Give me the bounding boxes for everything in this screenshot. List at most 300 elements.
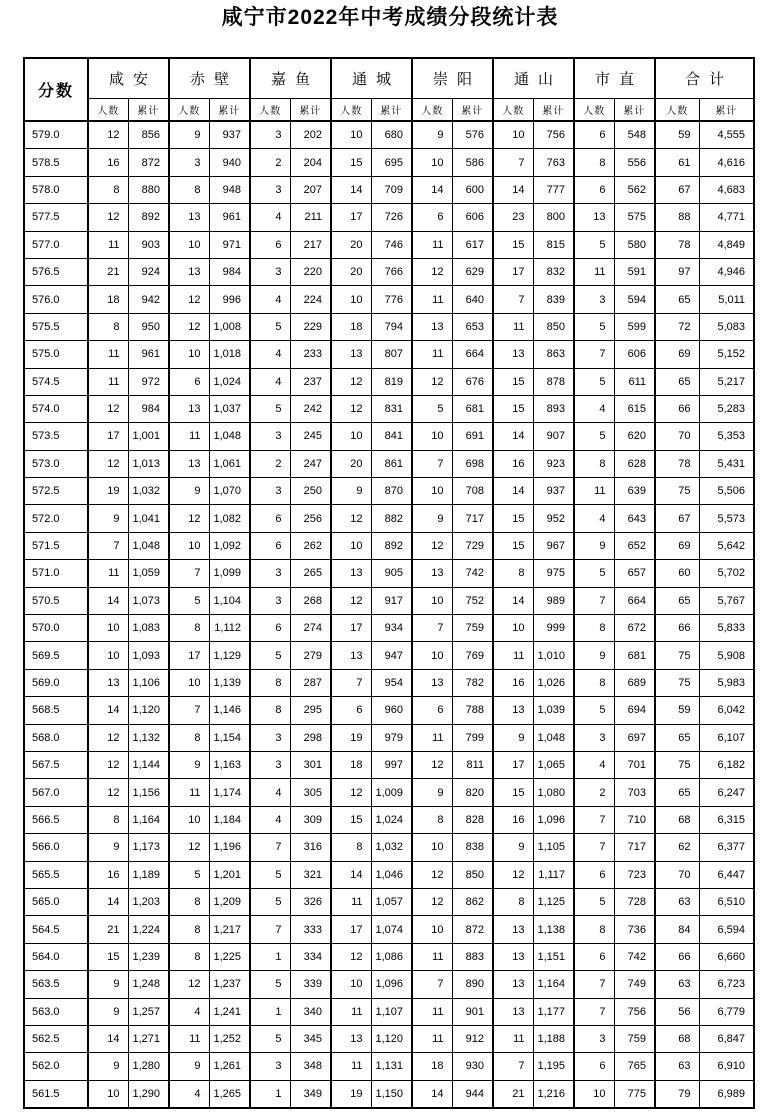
- cell-cumulative: 298: [290, 724, 331, 751]
- cell-count: 13: [493, 971, 533, 998]
- cell-cumulative: 880: [128, 176, 169, 203]
- cell-count: 6: [412, 697, 452, 724]
- cell-cumulative: 975: [533, 560, 574, 587]
- cell-cumulative: 726: [371, 204, 412, 231]
- cell-count: 9: [331, 478, 371, 505]
- cell-cumulative: 1,008: [209, 313, 250, 340]
- score-table: [23, 57, 755, 1109]
- cell-count: 6: [574, 121, 614, 149]
- cell-cumulative: 971: [209, 231, 250, 258]
- count-sub-header: 人数: [655, 99, 699, 122]
- cell-cumulative: 839: [533, 286, 574, 313]
- cell-count: 10: [331, 121, 371, 149]
- cell-cumulative: 204: [290, 149, 331, 176]
- cell-cumulative: 984: [209, 258, 250, 285]
- cell-cumulative: 681: [614, 642, 655, 669]
- cell-count: 12: [412, 888, 452, 915]
- cell-count: 72: [655, 313, 699, 340]
- cell-score: 567.5: [24, 751, 88, 778]
- cell-cumulative: 1,177: [533, 998, 574, 1025]
- cell-count: 13: [169, 395, 209, 422]
- cell-count: 5: [250, 1025, 290, 1052]
- count-sub-header: 人数: [88, 99, 128, 122]
- cell-count: 9: [169, 478, 209, 505]
- cell-count: 6: [574, 176, 614, 203]
- cell-count: 18: [412, 1053, 452, 1080]
- cell-cumulative: 882: [371, 505, 412, 532]
- cell-score: 576.0: [24, 286, 88, 313]
- cell-score: 575.5: [24, 313, 88, 340]
- cell-cumulative: 691: [452, 423, 493, 450]
- cell-cumulative: 265: [290, 560, 331, 587]
- cell-score: 571.5: [24, 532, 88, 559]
- cell-count: 7: [250, 834, 290, 861]
- cell-cumulative: 1,039: [533, 697, 574, 724]
- cell-count: 5: [574, 423, 614, 450]
- cell-count: 10: [331, 971, 371, 998]
- cell-count: 13: [169, 204, 209, 231]
- cell-count: 10: [88, 642, 128, 669]
- cell-cumulative: 832: [533, 258, 574, 285]
- cell-cumulative: 345: [290, 1025, 331, 1052]
- cell-cumulative: 901: [452, 998, 493, 1025]
- cell-cumulative: 756: [533, 121, 574, 149]
- cell-cumulative: 1,150: [371, 1080, 412, 1108]
- cell-count: 7: [331, 669, 371, 696]
- cell-cumulative: 279: [290, 642, 331, 669]
- table-row: [24, 532, 754, 559]
- cell-cumulative: 903: [128, 231, 169, 258]
- cell-score: 563.5: [24, 971, 88, 998]
- cell-cumulative: 759: [614, 1025, 655, 1052]
- cell-count: 5: [250, 642, 290, 669]
- cell-cumulative: 892: [128, 204, 169, 231]
- cell-count: 6: [250, 615, 290, 642]
- cell-cumulative: 1,013: [128, 450, 169, 477]
- table-row: [24, 669, 754, 696]
- cell-cumulative: 4,616: [699, 149, 754, 176]
- score-column-header: 分数: [24, 58, 88, 121]
- cell-cumulative: 717: [452, 505, 493, 532]
- cell-cumulative: 1,024: [209, 368, 250, 395]
- cell-count: 66: [655, 395, 699, 422]
- cell-count: 17: [493, 258, 533, 285]
- cell-count: 78: [655, 231, 699, 258]
- cell-cumulative: 1,059: [128, 560, 169, 587]
- cell-count: 8: [169, 943, 209, 970]
- table-body: [24, 121, 754, 1108]
- count-sub-header: 人数: [250, 99, 290, 122]
- cell-score: 568.0: [24, 724, 88, 751]
- cell-cumulative: 694: [614, 697, 655, 724]
- cell-count: 13: [331, 341, 371, 368]
- cell-count: 70: [655, 423, 699, 450]
- cell-cumulative: 1,217: [209, 916, 250, 943]
- cell-score: 562.0: [24, 1053, 88, 1080]
- cell-cumulative: 863: [533, 341, 574, 368]
- cell-count: 7: [574, 834, 614, 861]
- cell-count: 5: [574, 560, 614, 587]
- cell-count: 19: [331, 1080, 371, 1108]
- cell-cumulative: 268: [290, 587, 331, 614]
- cell-cumulative: 1,096: [533, 806, 574, 833]
- table-row: [24, 231, 754, 258]
- cell-cumulative: 1,156: [128, 779, 169, 806]
- cell-cumulative: 1,099: [209, 560, 250, 587]
- cell-count: 5: [250, 971, 290, 998]
- cell-cumulative: 749: [614, 971, 655, 998]
- cell-count: 13: [169, 450, 209, 477]
- table-row: [24, 751, 754, 778]
- cell-count: 7: [250, 916, 290, 943]
- cell-cumulative: 1,048: [128, 532, 169, 559]
- cell-count: 9: [412, 121, 452, 149]
- cell-cumulative: 5,983: [699, 669, 754, 696]
- cell-count: 8: [169, 724, 209, 751]
- cell-cumulative: 1,196: [209, 834, 250, 861]
- cell-count: 3: [250, 423, 290, 450]
- cell-count: 12: [412, 368, 452, 395]
- cell-count: 4: [574, 751, 614, 778]
- cell-cumulative: 1,082: [209, 505, 250, 532]
- cell-cumulative: 1,209: [209, 888, 250, 915]
- cumulative-sub-header: 累计: [128, 99, 169, 122]
- cell-cumulative: 1,092: [209, 532, 250, 559]
- cell-cumulative: 811: [452, 751, 493, 778]
- cell-count: 11: [412, 1025, 452, 1052]
- cell-cumulative: 1,120: [128, 697, 169, 724]
- cell-cumulative: 309: [290, 806, 331, 833]
- cell-count: 14: [493, 478, 533, 505]
- cell-score: 569.5: [24, 642, 88, 669]
- cell-cumulative: 615: [614, 395, 655, 422]
- cell-cumulative: 6,660: [699, 943, 754, 970]
- cell-cumulative: 1,132: [128, 724, 169, 751]
- cell-cumulative: 1,001: [128, 423, 169, 450]
- group-header: 崇阳: [412, 58, 493, 99]
- cell-count: 12: [331, 368, 371, 395]
- cell-count: 2: [250, 450, 290, 477]
- cell-count: 9: [88, 1053, 128, 1080]
- cell-cumulative: 340: [290, 998, 331, 1025]
- cell-count: 13: [412, 669, 452, 696]
- cell-cumulative: 242: [290, 395, 331, 422]
- count-sub-header: 人数: [493, 99, 533, 122]
- cell-count: 12: [169, 505, 209, 532]
- cell-score: 578.5: [24, 149, 88, 176]
- cell-count: 14: [88, 888, 128, 915]
- cell-cumulative: 1,009: [371, 779, 412, 806]
- cell-count: 12: [88, 395, 128, 422]
- cell-count: 19: [88, 478, 128, 505]
- cell-count: 62: [655, 834, 699, 861]
- cell-count: 14: [412, 1080, 452, 1108]
- cell-cumulative: 1,163: [209, 751, 250, 778]
- cell-cumulative: 890: [452, 971, 493, 998]
- cell-cumulative: 672: [614, 615, 655, 642]
- cell-cumulative: 1,120: [371, 1025, 412, 1052]
- cell-cumulative: 979: [371, 724, 412, 751]
- cell-count: 5: [250, 861, 290, 888]
- cell-cumulative: 794: [371, 313, 412, 340]
- cell-count: 65: [655, 724, 699, 751]
- table-row: [24, 615, 754, 642]
- cell-cumulative: 850: [533, 313, 574, 340]
- cell-count: 10: [412, 834, 452, 861]
- table-row: [24, 916, 754, 943]
- cell-count: 11: [88, 231, 128, 258]
- cell-count: 9: [493, 834, 533, 861]
- cell-score: 570.0: [24, 615, 88, 642]
- cell-cumulative: 676: [452, 368, 493, 395]
- cell-cumulative: 611: [614, 368, 655, 395]
- cell-count: 16: [88, 149, 128, 176]
- cell-count: 14: [331, 861, 371, 888]
- cell-count: 15: [493, 231, 533, 258]
- cell-cumulative: 6,247: [699, 779, 754, 806]
- cell-cumulative: 763: [533, 149, 574, 176]
- cell-count: 4: [250, 204, 290, 231]
- cell-cumulative: 703: [614, 779, 655, 806]
- cell-count: 3: [250, 121, 290, 149]
- cell-count: 7: [412, 450, 452, 477]
- cell-cumulative: 339: [290, 971, 331, 998]
- cell-cumulative: 316: [290, 834, 331, 861]
- cell-count: 7: [493, 1053, 533, 1080]
- cell-score: 573.0: [24, 450, 88, 477]
- table-row: [24, 176, 754, 203]
- cell-count: 15: [493, 368, 533, 395]
- cell-count: 13: [88, 669, 128, 696]
- cell-cumulative: 788: [452, 697, 493, 724]
- cell-cumulative: 1,057: [371, 888, 412, 915]
- cell-cumulative: 967: [533, 532, 574, 559]
- cell-cumulative: 729: [452, 532, 493, 559]
- cell-score: 563.0: [24, 998, 88, 1025]
- cell-count: 10: [169, 532, 209, 559]
- count-sub-header: 人数: [331, 99, 371, 122]
- cumulative-sub-header: 累计: [371, 99, 412, 122]
- cell-count: 59: [655, 697, 699, 724]
- cell-cumulative: 807: [371, 341, 412, 368]
- cell-count: 12: [169, 286, 209, 313]
- cell-cumulative: 1,070: [209, 478, 250, 505]
- cell-cumulative: 1,107: [371, 998, 412, 1025]
- table-row: [24, 1053, 754, 1080]
- cell-count: 7: [574, 587, 614, 614]
- cell-count: 84: [655, 916, 699, 943]
- cell-count: 18: [331, 751, 371, 778]
- cell-count: 5: [412, 395, 452, 422]
- cell-count: 10: [493, 615, 533, 642]
- cell-cumulative: 1,252: [209, 1025, 250, 1052]
- cell-count: 11: [331, 1053, 371, 1080]
- cell-cumulative: 1,174: [209, 779, 250, 806]
- cell-count: 11: [412, 943, 452, 970]
- group-header: 通城: [331, 58, 412, 99]
- cell-cumulative: 695: [371, 149, 412, 176]
- cell-count: 8: [169, 176, 209, 203]
- cell-cumulative: 326: [290, 888, 331, 915]
- cell-cumulative: 1,074: [371, 916, 412, 943]
- cell-cumulative: 1,093: [128, 642, 169, 669]
- cell-cumulative: 1,073: [128, 587, 169, 614]
- cell-cumulative: 1,241: [209, 998, 250, 1025]
- cell-count: 7: [169, 560, 209, 587]
- table-row: [24, 642, 754, 669]
- cell-cumulative: 1,010: [533, 642, 574, 669]
- cell-cumulative: 606: [452, 204, 493, 231]
- cell-cumulative: 556: [614, 149, 655, 176]
- cell-score: 575.0: [24, 341, 88, 368]
- cumulative-sub-header: 累计: [452, 99, 493, 122]
- cell-cumulative: 617: [452, 231, 493, 258]
- cell-count: 8: [574, 615, 614, 642]
- cell-cumulative: 1,146: [209, 697, 250, 724]
- cell-count: 75: [655, 642, 699, 669]
- cell-cumulative: 759: [452, 615, 493, 642]
- cell-score: 572.5: [24, 478, 88, 505]
- cell-cumulative: 220: [290, 258, 331, 285]
- cell-count: 12: [493, 861, 533, 888]
- cell-cumulative: 295: [290, 697, 331, 724]
- cumulative-sub-header: 累计: [209, 99, 250, 122]
- cell-cumulative: 940: [209, 149, 250, 176]
- cell-count: 17: [331, 204, 371, 231]
- cell-count: 8: [331, 834, 371, 861]
- cell-count: 21: [88, 916, 128, 943]
- cell-count: 10: [88, 1080, 128, 1108]
- table-row: [24, 697, 754, 724]
- cell-count: 3: [574, 724, 614, 751]
- cell-cumulative: 1,261: [209, 1053, 250, 1080]
- cell-count: 10: [331, 286, 371, 313]
- cell-cumulative: 944: [452, 1080, 493, 1108]
- cell-count: 5: [574, 888, 614, 915]
- cell-count: 17: [331, 615, 371, 642]
- cell-cumulative: 349: [290, 1080, 331, 1108]
- cell-cumulative: 856: [128, 121, 169, 149]
- cell-count: 68: [655, 806, 699, 833]
- cell-count: 63: [655, 971, 699, 998]
- cell-count: 11: [169, 423, 209, 450]
- cell-count: 4: [250, 806, 290, 833]
- cell-cumulative: 1,106: [128, 669, 169, 696]
- cell-count: 14: [493, 176, 533, 203]
- cell-cumulative: 5,083: [699, 313, 754, 340]
- cell-cumulative: 948: [209, 176, 250, 203]
- cell-count: 69: [655, 341, 699, 368]
- cell-count: 16: [88, 861, 128, 888]
- cell-count: 11: [412, 724, 452, 751]
- cell-count: 69: [655, 532, 699, 559]
- cell-score: 566.0: [24, 834, 88, 861]
- cell-cumulative: 5,833: [699, 615, 754, 642]
- cell-cumulative: 689: [614, 669, 655, 696]
- cell-count: 3: [250, 751, 290, 778]
- cell-cumulative: 1,032: [128, 478, 169, 505]
- cell-cumulative: 6,107: [699, 724, 754, 751]
- sub-header-row: [24, 99, 754, 122]
- cell-cumulative: 6,182: [699, 751, 754, 778]
- cell-count: 11: [412, 231, 452, 258]
- table-row: [24, 1025, 754, 1052]
- cell-count: 13: [493, 998, 533, 1025]
- cell-count: 15: [493, 779, 533, 806]
- group-header: 嘉鱼: [250, 58, 331, 99]
- cell-count: 17: [493, 751, 533, 778]
- cell-cumulative: 1,117: [533, 861, 574, 888]
- cell-score: 566.5: [24, 806, 88, 833]
- cell-count: 10: [412, 423, 452, 450]
- group-header: 赤壁: [169, 58, 250, 99]
- cell-count: 56: [655, 998, 699, 1025]
- cell-cumulative: 301: [290, 751, 331, 778]
- cell-score: 574.5: [24, 368, 88, 395]
- cell-count: 6: [169, 368, 209, 395]
- cell-count: 13: [331, 1025, 371, 1052]
- cell-cumulative: 1,032: [371, 834, 412, 861]
- cell-cumulative: 5,283: [699, 395, 754, 422]
- cell-count: 16: [493, 450, 533, 477]
- cell-count: 12: [88, 751, 128, 778]
- table-row: [24, 943, 754, 970]
- cell-score: 579.0: [24, 121, 88, 149]
- cell-count: 11: [412, 341, 452, 368]
- cell-count: 5: [169, 587, 209, 614]
- cell-cumulative: 247: [290, 450, 331, 477]
- cell-cumulative: 782: [452, 669, 493, 696]
- cell-count: 3: [250, 1053, 290, 1080]
- cell-count: 2: [574, 779, 614, 806]
- cell-count: 3: [574, 286, 614, 313]
- cell-count: 13: [493, 697, 533, 724]
- cell-count: 14: [88, 697, 128, 724]
- cell-cumulative: 287: [290, 669, 331, 696]
- cell-cumulative: 217: [290, 231, 331, 258]
- cell-cumulative: 752: [452, 587, 493, 614]
- cell-score: 571.0: [24, 560, 88, 587]
- cell-count: 3: [574, 1025, 614, 1052]
- cell-cumulative: 4,946: [699, 258, 754, 285]
- cell-cumulative: 961: [128, 341, 169, 368]
- cell-count: 4: [250, 341, 290, 368]
- cell-count: 65: [655, 286, 699, 313]
- cell-cumulative: 838: [452, 834, 493, 861]
- cell-cumulative: 923: [533, 450, 574, 477]
- cell-cumulative: 777: [533, 176, 574, 203]
- cell-score: 565.5: [24, 861, 88, 888]
- cell-count: 8: [493, 560, 533, 587]
- cell-cumulative: 972: [128, 368, 169, 395]
- cell-cumulative: 1,237: [209, 971, 250, 998]
- cell-cumulative: 1,037: [209, 395, 250, 422]
- cell-count: 10: [412, 587, 452, 614]
- cell-cumulative: 1,225: [209, 943, 250, 970]
- cell-cumulative: 548: [614, 121, 655, 149]
- cell-cumulative: 841: [371, 423, 412, 450]
- cell-cumulative: 723: [614, 861, 655, 888]
- cell-cumulative: 5,011: [699, 286, 754, 313]
- cell-count: 9: [88, 505, 128, 532]
- cell-count: 13: [331, 642, 371, 669]
- cell-score: 574.0: [24, 395, 88, 422]
- cell-count: 3: [250, 587, 290, 614]
- cell-cumulative: 1,189: [128, 861, 169, 888]
- cell-cumulative: 5,642: [699, 532, 754, 559]
- cell-cumulative: 893: [533, 395, 574, 422]
- cell-count: 12: [412, 258, 452, 285]
